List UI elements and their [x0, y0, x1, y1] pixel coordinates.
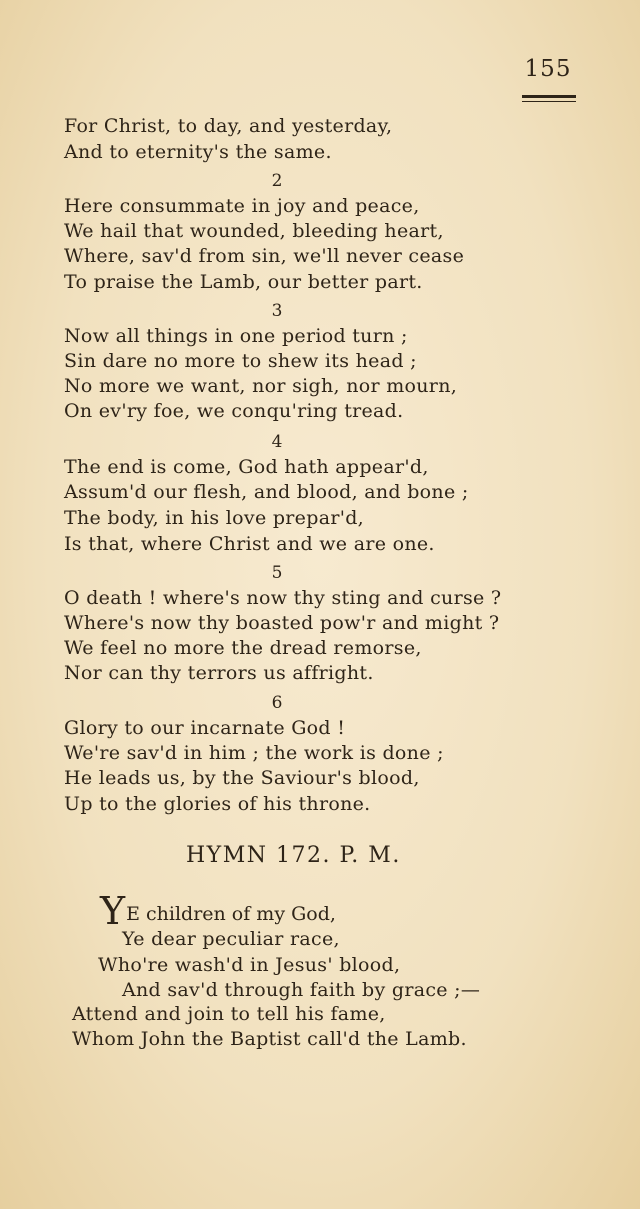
hymn-title: HYMN 172. P. M. [186, 843, 401, 868]
verse-number: 3 [271, 301, 283, 321]
verse-line: Now all things in one period turn ; [64, 325, 408, 347]
hymn-first-line [100, 889, 336, 933]
header-rule-thin [522, 101, 576, 102]
verse-line: Glory to our incarnate God ! [64, 717, 346, 739]
verse-line: We feel no more the dread remorse, [64, 637, 422, 659]
verse-line: And to eternity's the same. [64, 141, 332, 163]
verse-line: Sin dare no more to shew its head ; [64, 350, 417, 372]
verse-line: Up to the glories of his throne. [64, 793, 371, 815]
verse-number: 4 [271, 432, 283, 452]
verse-number: 2 [271, 171, 283, 191]
verse-line: No more we want, nor sigh, nor mourn, [64, 375, 458, 397]
hymn-line: And sav'd through faith by grace ;— [122, 979, 481, 1001]
verse-number: 5 [271, 563, 283, 583]
hymn-line: Attend and join to tell his fame, [72, 1003, 386, 1025]
hymn-line: Who're wash'd in Jesus' blood, [98, 954, 401, 976]
verse-line: Where, sav'd from sin, we'll never cease [64, 245, 465, 267]
verse-line: He leads us, by the Saviour's blood, [64, 767, 420, 789]
verse-line: The end is come, God hath appear'd, [64, 456, 429, 478]
hymn-line: Ye dear peculiar race, [122, 928, 340, 950]
page-number: 155 [524, 56, 572, 82]
drop-cap: Y [100, 889, 126, 933]
verse-line: The body, in his love prepar'd, [64, 507, 365, 529]
verse-line: To praise the Lamb, our better part. [64, 271, 423, 293]
verse-line: We hail that wounded, bleeding heart, [64, 220, 444, 242]
verse-line: For Christ, to day, and yesterday, [64, 115, 393, 137]
verse-line: Where's now thy boasted pow'r and might ? [64, 612, 500, 634]
verse-number: 6 [271, 693, 283, 713]
verse-line: Assum'd our flesh, and blood, and bone ; [64, 481, 469, 503]
verse-line: Nor can thy terrors us affright. [64, 662, 374, 684]
hymn-line: Whom John the Baptist call'd the Lamb. [72, 1028, 467, 1050]
verse-line: Is that, where Christ and we are one. [64, 533, 435, 555]
verse-line: On ev'ry foe, we conqu'ring tread. [64, 400, 404, 422]
verse-line: We're sav'd in him ; the work is done ; [64, 742, 444, 764]
header-rule-thick [522, 95, 576, 98]
verse-line: Here consummate in joy and peace, [64, 195, 420, 217]
verse-line: O death ! where's now thy sting and curse ? [64, 587, 502, 609]
first-line-text: E children of my God, [126, 903, 336, 925]
